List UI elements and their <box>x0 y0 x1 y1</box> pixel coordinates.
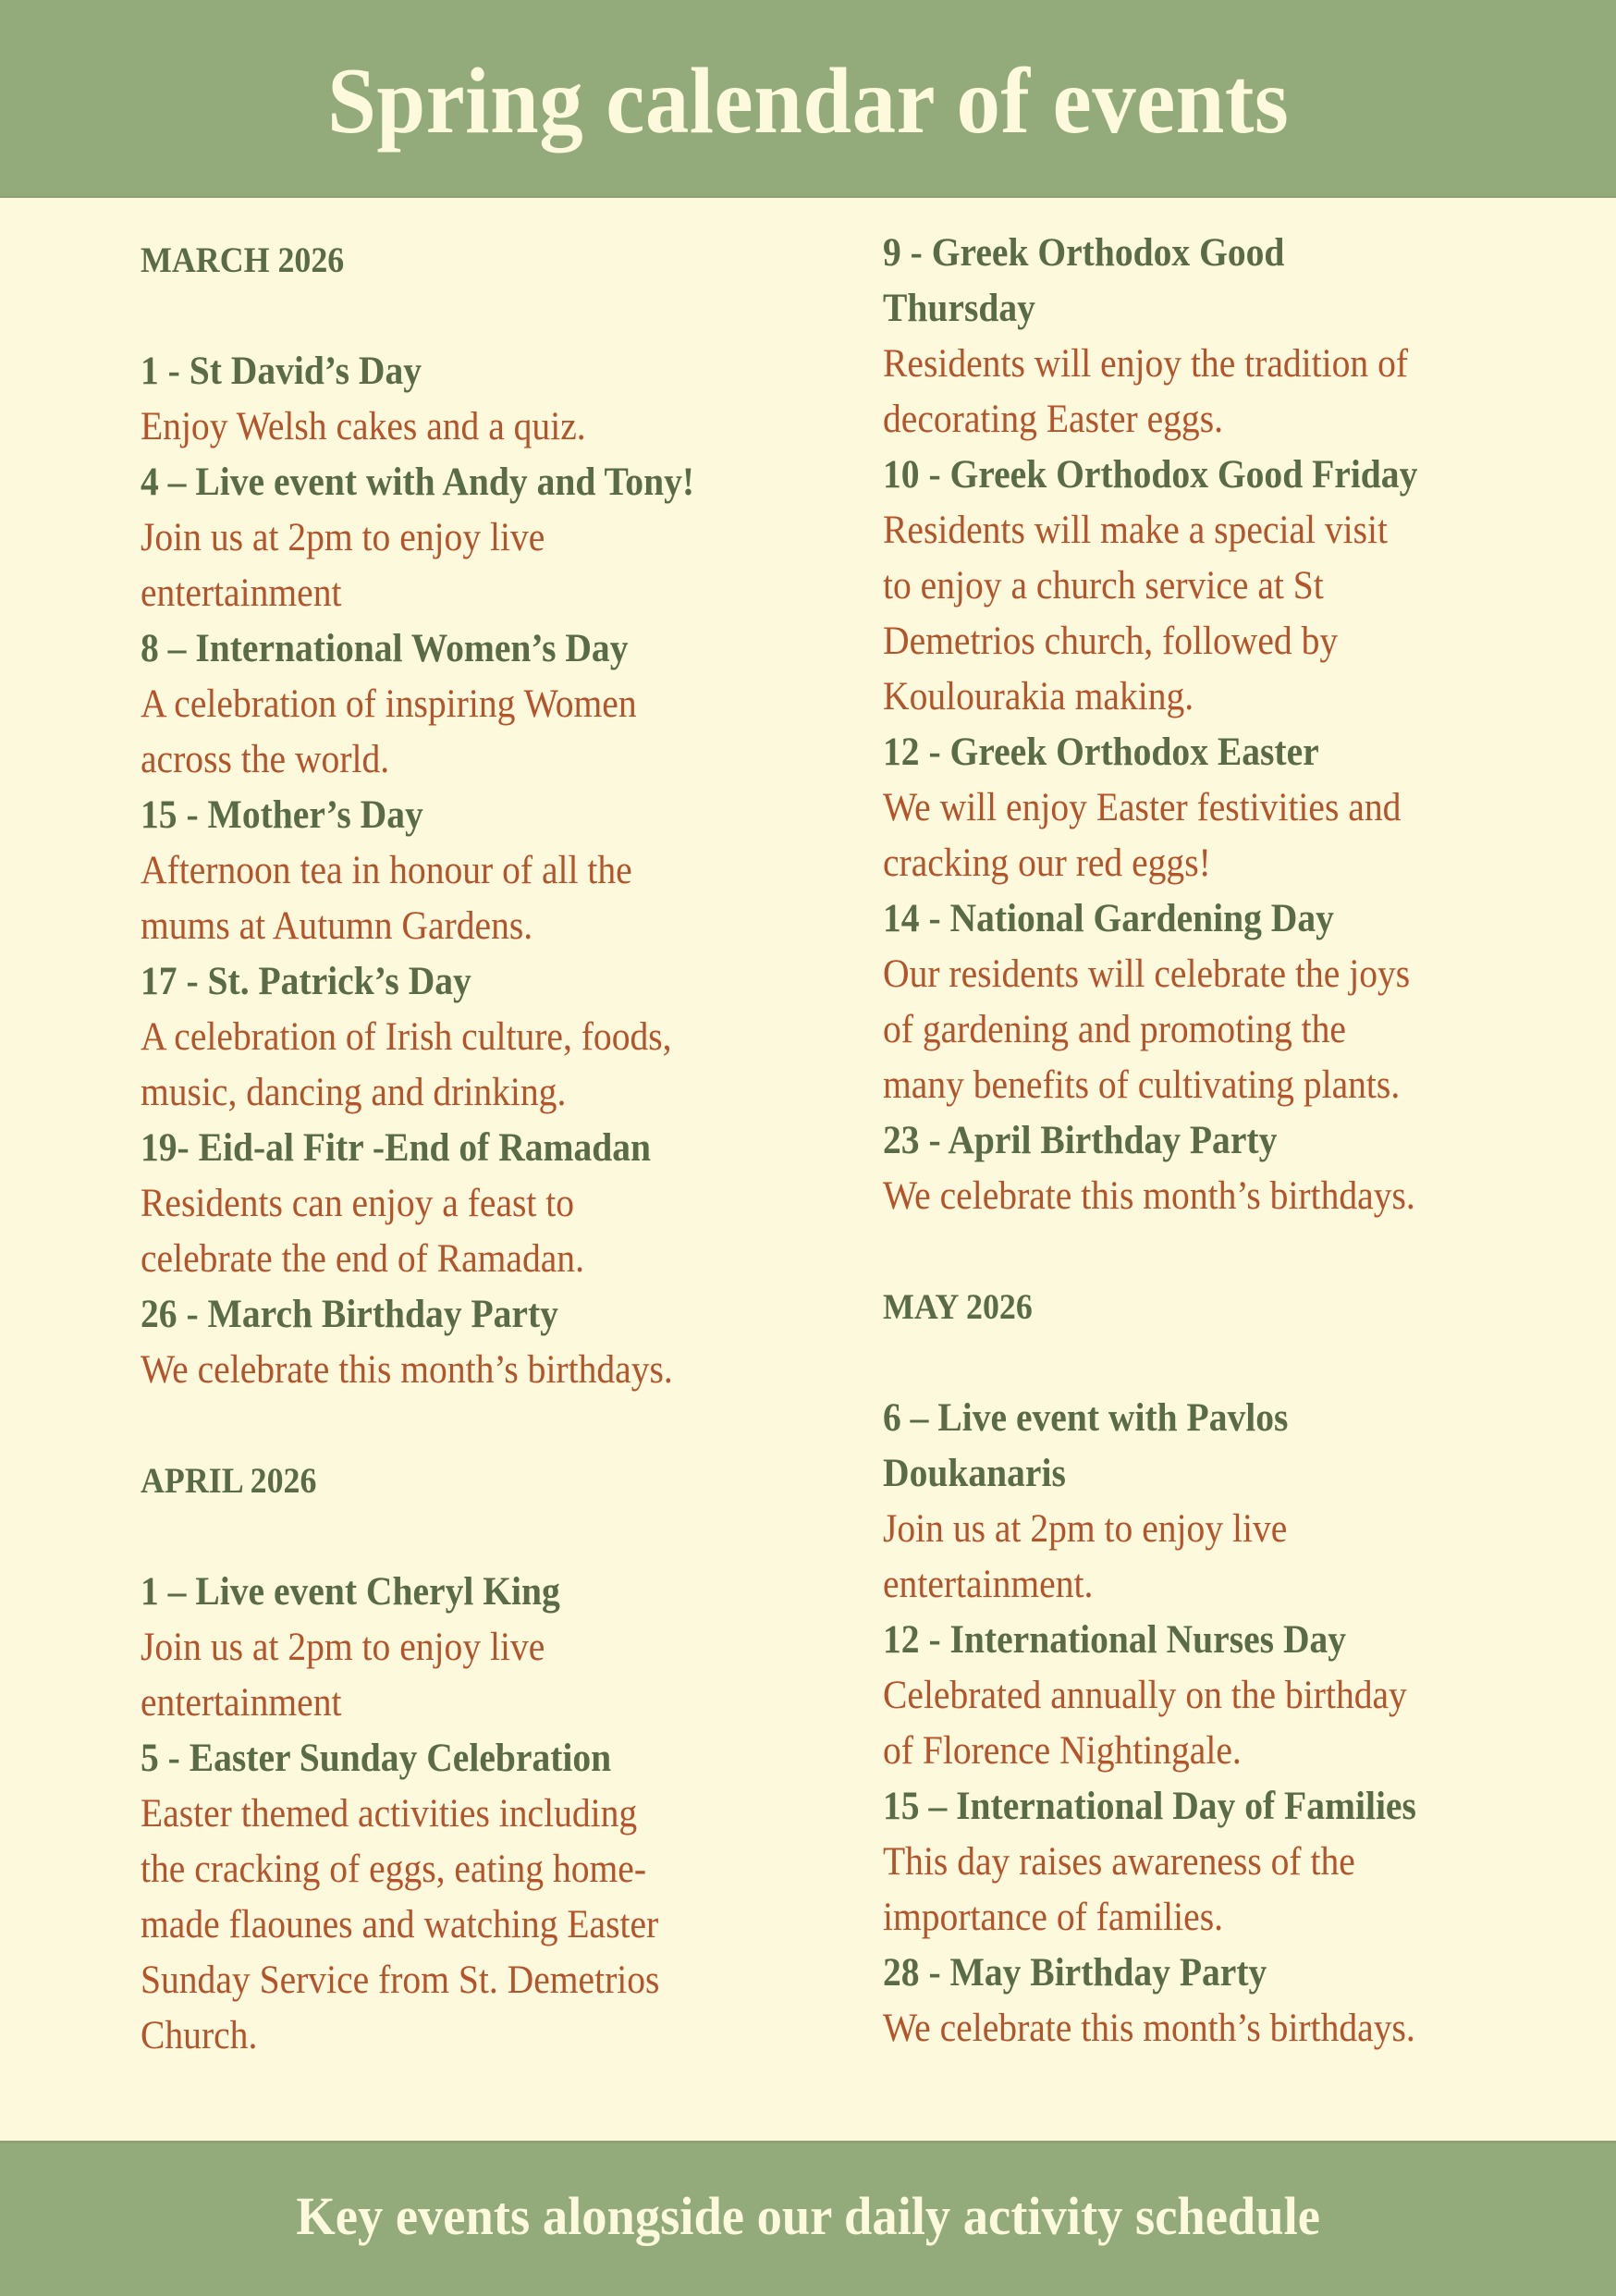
event-title: 23 - April Birthday Party <box>883 1119 1278 1162</box>
event-description: entertainment <box>141 1681 342 1725</box>
month-heading: APRIL 2026 <box>141 1461 317 1501</box>
event-title: 4 – Live event with Andy and Tony! <box>141 460 695 504</box>
month-section-may <box>883 1280 1585 2057</box>
event-description: celebrate the end of Ramadan. <box>141 1237 584 1281</box>
event-title: 19- Eid-al Fitr -End of Ramadan <box>141 1126 652 1170</box>
event-description: many benefits of cultivating plants. <box>883 1063 1401 1107</box>
event-description: to enjoy a church service at St <box>883 564 1324 608</box>
event-description: Easter themed activities including <box>141 1792 638 1836</box>
right-column <box>883 226 1585 2057</box>
event-item <box>883 891 1585 1113</box>
event-item <box>141 788 843 954</box>
event-description: Church. <box>141 2014 258 2057</box>
event-description: Demetrios church, followed by <box>883 620 1339 663</box>
event-title: 15 - Mother’s Day <box>141 793 423 837</box>
event-description: of Florence Nightingale. <box>883 1729 1242 1773</box>
event-description: We celebrate this month’s birthdays. <box>883 1174 1415 1218</box>
event-item <box>141 455 843 621</box>
event-description: music, dancing and drinking. <box>141 1071 567 1114</box>
event-item <box>141 1565 843 1731</box>
event-item <box>141 1121 843 1287</box>
event-item <box>883 1779 1585 1946</box>
event-description: Enjoy Welsh cakes and a quiz. <box>141 405 586 448</box>
footer-band <box>0 2141 1616 2296</box>
month-section-march <box>141 233 843 1398</box>
event-item <box>141 1287 843 1398</box>
event-item <box>883 1946 1585 2057</box>
event-item <box>141 954 843 1121</box>
event-title: 5 - Easter Sunday Celebration <box>141 1737 612 1780</box>
event-description: This day raises awareness of the <box>883 1840 1355 1884</box>
month-section-april-continued <box>883 226 1585 1224</box>
event-description: We celebrate this month’s birthdays. <box>883 2007 1415 2050</box>
event-description: cracking our red eggs! <box>883 841 1211 885</box>
event-title: 12 - Greek Orthodox Easter <box>883 731 1319 774</box>
event-description: entertainment <box>141 571 342 615</box>
event-description: We celebrate this month’s birthdays. <box>141 1348 673 1392</box>
event-description: Our residents will celebrate the joys <box>883 952 1411 996</box>
event-item <box>141 344 843 455</box>
event-description: Afternoon tea in honour of all the <box>141 849 632 892</box>
event-description: Koulourakia making. <box>883 675 1194 718</box>
event-title: 14 - National Gardening Day <box>883 897 1334 940</box>
header-band <box>0 0 1616 198</box>
event-description: Join us at 2pm to enjoy live <box>883 1507 1288 1551</box>
event-title: 28 - May Birthday Party <box>883 1951 1267 1995</box>
event-description: the cracking of eggs, eating home- <box>141 1848 647 1891</box>
event-description: decorating Easter eggs. <box>883 398 1223 441</box>
event-description: across the world. <box>141 738 390 781</box>
event-title: 12 - International Nurses Day <box>883 1618 1347 1662</box>
event-title: 17 - St. Patrick’s Day <box>141 960 471 1003</box>
event-description: Join us at 2pm to enjoy live <box>141 516 545 559</box>
event-title: 10 - Greek Orthodox Good Friday <box>883 453 1418 497</box>
page-title: Spring calendar of events <box>326 48 1290 153</box>
event-description: of gardening and promoting the <box>883 1008 1346 1051</box>
event-description: Sunday Service from St. Demetrios <box>141 1958 660 2002</box>
event-title: Thursday <box>883 287 1035 330</box>
event-item <box>883 226 1585 448</box>
event-title: 6 – Live event with Pavlos <box>883 1396 1289 1440</box>
event-description: entertainment. <box>883 1563 1094 1606</box>
event-title: Doukanaris <box>883 1452 1066 1495</box>
event-title: 9 - Greek Orthodox Good <box>883 231 1285 275</box>
event-item <box>883 1613 1585 1779</box>
event-title: 26 - March Birthday Party <box>141 1293 558 1336</box>
event-title: 1 – Live event Cheryl King <box>141 1570 560 1614</box>
event-item <box>883 1391 1585 1613</box>
event-title: 15 – International Day of Families <box>883 1785 1416 1828</box>
event-description: A celebration of inspiring Women <box>141 682 637 726</box>
event-item <box>883 1113 1585 1224</box>
event-description: Join us at 2pm to enjoy live <box>141 1626 545 1669</box>
event-description: Residents can enjoy a feast to <box>141 1182 575 1225</box>
month-heading: MARCH 2026 <box>141 240 345 280</box>
event-description: A celebration of Irish culture, foods, <box>141 1015 672 1059</box>
event-item <box>883 725 1585 891</box>
month-section-april <box>141 1454 843 2064</box>
event-description: mums at Autumn Gardens. <box>141 904 533 948</box>
event-description: made flaounes and watching Easter <box>141 1903 659 1946</box>
event-item <box>141 621 843 788</box>
event-item <box>141 1731 843 2064</box>
event-title: 1 - St David’s Day <box>141 350 422 393</box>
month-heading: MAY 2026 <box>883 1287 1033 1327</box>
event-description: We will enjoy Easter festivities and <box>883 786 1402 829</box>
event-description: Celebrated annually on the birthday <box>883 1674 1407 1717</box>
event-description: importance of families. <box>883 1896 1223 1939</box>
footer-tagline: Key events alongside our daily activity schedule <box>296 2186 1320 2246</box>
left-column <box>141 233 843 2064</box>
event-item <box>883 448 1585 725</box>
event-description: Residents will make a special visit <box>883 509 1389 552</box>
event-title: 8 – International Women’s Day <box>141 627 629 670</box>
event-description: Residents will enjoy the tradition of <box>883 342 1409 386</box>
